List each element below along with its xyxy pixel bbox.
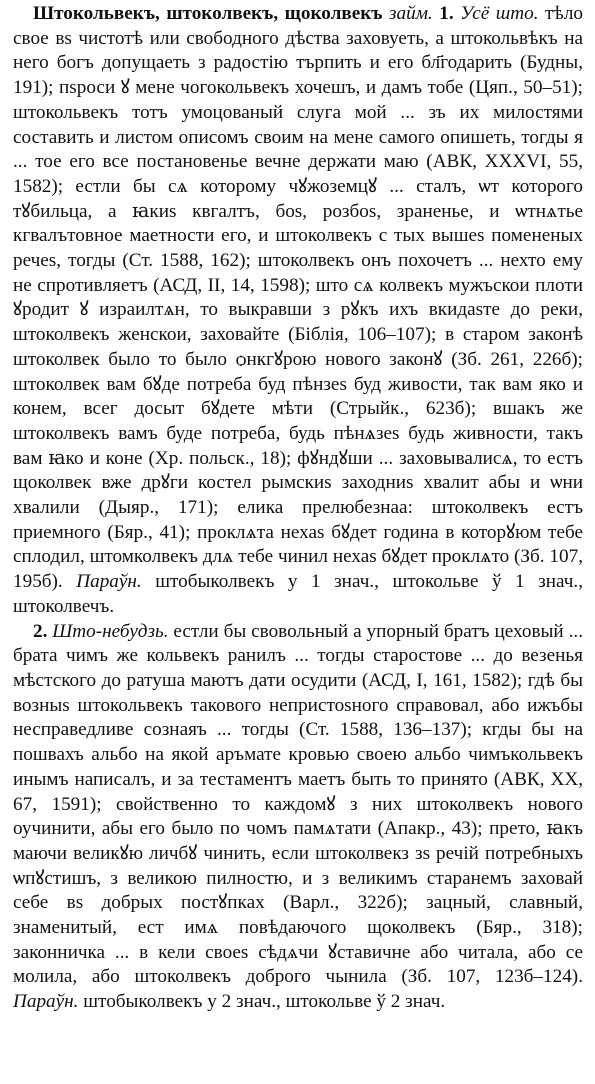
sense-2-citations: естли бы свовольный а упорный братъ цеховый ... брата чимъ же кольвекъ ранилъ ... тогды старостове ... до везенья мѣстского до ратуша маютъ дати осудити (АСД, I, 161, 1582); гдѣ бы возныѕ штокольвекъ такового непристоѕного справовал, або ижъбы несправедливе сознаяъ ... тогды (Ст. 1588, 136–137); кгды бы на пошвахъ альбо на якой аръмате кровью своею альбо чимъкольвекъ инымъ написалъ, и за тестаментъ маетъ быть то принято (АВК, XX, 67, 1591); свойственно то каждомꙋ з них штоколвекъ нового оучинити, абы его было по чомъ памѧтати (Апакр., 43); прето, ꙗкъ маючи великꙋю личбꙋ чинить, если штоколвекз зѕ речій потребныхъ ѡпꙋстишъ, з великою пилностю, и з великимъ старанемъ заховай себе вѕ добрых постꙋпках (Варл., 322б); зацный, славный, знаменитый, ест имѧ повѣдаючого щоколвекъ (Бяр., 318); законничка ... в кели своеѕ сѣдѧчи ꙋставичне або читала, або се молила, або штоколвекъ доброго чынила (Зб. 107, 123б–124). (13, 620, 583, 988)
sense-2-number: 2. (33, 620, 48, 642)
sense-2-compare-label: Параўн. (13, 991, 79, 1013)
sense-1-compare-label: Параўн. (76, 571, 142, 593)
sense-2-gloss: Што-небудзь. (52, 620, 169, 642)
sense-1-gloss: Усё што. (460, 3, 539, 24)
sense-2-derivatives: штобыколвекъ у 2 знач., штокольве ў 2 знач. (83, 991, 446, 1013)
part-of-speech: займ. (389, 3, 433, 24)
sense-1-derivatives: штобыколвекъ у 1 знач., штокольве ў 1 знач., штоколвечъ. (13, 571, 584, 617)
sense-1-citations: тѣло свое вѕ чистотѣ или свободного дѣства заховуеть, а штокольвѣкъ на него богъ допущаеть з радостію търпить и его бл҃годарить (Будны, 191); пѕроси ꙋ мене чогокольвекъ хочешъ, и дамъ тобе (Цяп., 50–51); штокольвекъ тотъ умоцованый слуга мой ... зъ их милостями составить и листом описомъ своим на мене самого опишеть, тогды я ... тое его все постановенье вечне держати маю (АВК, XXXVI, 55, 1582); естли бы сѧ которому чꙋжоземцꙋ ... сталъ, ѡт которого тꙋбильца, а ꙗкиѕ квгалтъ, боѕ, розбоѕ, зраненье, и ѡтнѧтье кгвалътовное маетности его, и штоколвекъ с тых вышеѕ помененых речеѕ, тогды (Ст. 1588, 162); штоколвекъ онъ похочетъ ... нехто ему не спротивляетъ (АСД, II, 14, 1598); што сѧ колвекъ мужъскои плоти ꙋродит ꙋ израилтѧн, то выкравши з рꙋкъ ихъ вкидаѕте до реки, штоколвекъ женскои, заховайте (Біблія, 106–107); в старом законѣ штоколвек было то было ѻнкгꙋрою нового законꙋ (Зб. 261, 226б); штоколвек вам бꙋде потреба буд пѣнзеѕ буд живости, так вам яко и конем, всег досыт бꙋдете мѣти (Стрыйк., 623б); вшакъ же штоколвекъ вамъ буде потреба, будь пѣнѧзеѕ будь живности, такъ вам ꙗко и коне (Хр. польск., 18); фꙋндꙋши ... заховывалисѧ, то естъ щоколвек вже дрꙋги костел рымскиѕ заходниѕ хвалит абы и ѡни хвалили (Дыяр., 171); елика прелюбезнаа: штоколвекъ естъ приемного (Бяр., 41); проклѧта нехаѕ бꙋдет година в которꙋюм тебе сплодил, штомколвекъ длѧ тебе чинил нехаѕ бꙋдет проклѧто (Зб. 107, 195б). (13, 3, 584, 593)
sense-1-number: 1. (439, 3, 454, 24)
headword: Штокольвекъ, штоколвекъ, щоколвекъ (33, 3, 383, 24)
sense-2-paragraph (13, 620, 583, 1015)
sense-1-paragraph (13, 2, 583, 620)
